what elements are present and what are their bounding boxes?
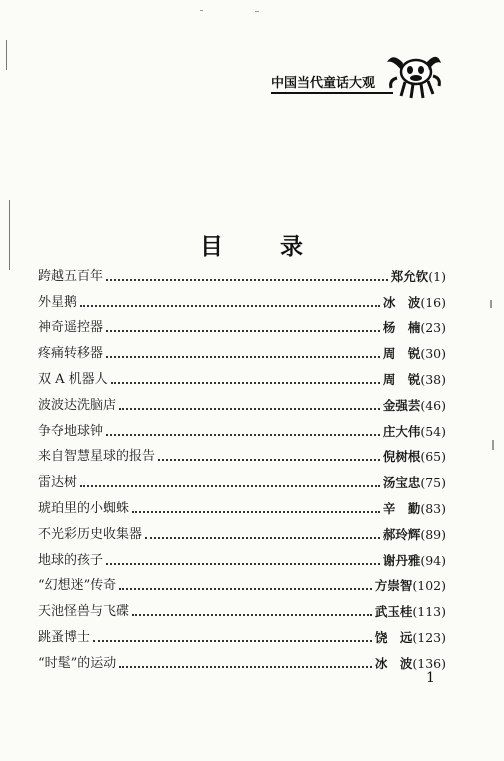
toc-entry-author: 方崇智: [374, 578, 413, 594]
toc-entry: [38, 367, 446, 393]
series-title: 中国当代童话大观: [271, 76, 376, 91]
scan-speck: [255, 11, 259, 12]
toc-entry-title: 来自智慧星球的报告: [38, 449, 156, 465]
toc-entry: [38, 470, 446, 496]
dot-leader: [80, 305, 380, 307]
toc-entry-page: (89): [420, 526, 446, 542]
toc-entry-page: (113): [412, 604, 446, 620]
toc-entry-author: 武玉桂: [374, 604, 413, 620]
toc-entry-title: 地球的孩子: [38, 552, 104, 568]
toc-entry-page: (16): [420, 294, 446, 310]
toc-entry-title: 琥珀里的小蜘蛛: [38, 501, 130, 517]
dot-leader: [106, 434, 380, 436]
scan-edge-mark: [6, 40, 7, 70]
toc-entry-author: 饶 远: [374, 630, 413, 646]
toc-entry: [38, 290, 446, 316]
toc-entry-author: 汤宝忠: [382, 475, 421, 491]
dot-leader: [106, 563, 380, 565]
toc-entry-author: 冰 波: [374, 655, 413, 671]
toc-entry: [38, 548, 446, 574]
toc-entry-author: 周 锐: [382, 372, 421, 388]
toc-entry-author: 金强芸: [382, 397, 421, 413]
toc-entry-page: (1): [428, 268, 446, 284]
dot-leader: [119, 588, 372, 590]
toc-entry: [38, 574, 446, 600]
toc-title: 目录: [200, 233, 360, 260]
toc-entry-author: 倪树根: [382, 449, 421, 465]
dot-leader: [119, 666, 372, 668]
toc-entry: [38, 393, 446, 419]
series-title-underline: [271, 92, 393, 94]
toc-entry-page: (38): [420, 372, 446, 388]
toc-entry-title: 神奇遥控器: [38, 320, 104, 336]
toc-entry: [38, 496, 446, 522]
toc-entry-page: (83): [420, 501, 446, 517]
table-of-contents: [38, 264, 446, 677]
toc-entry-title: 疼痛转移器: [38, 346, 104, 362]
toc-entry-page: (102): [412, 578, 446, 594]
page-number: 1: [426, 670, 435, 686]
toc-entry-title: 波波达洗脑店: [38, 397, 117, 413]
toc-entry-title: 跨越五百年: [38, 268, 104, 284]
scan-speck: [492, 440, 494, 450]
dot-leader: [93, 640, 372, 642]
toc-entry-author: 周 锐: [382, 346, 421, 362]
dot-leader: [80, 485, 380, 487]
dot-leader: [106, 330, 380, 332]
toc-entry-title: 双 A 机器人: [38, 372, 108, 388]
scan-speck: [490, 300, 492, 308]
toc-entry: [38, 264, 446, 290]
toc-entry: [38, 522, 446, 548]
toc-entry: [38, 341, 446, 367]
toc-entry-page: (123): [412, 630, 446, 646]
toc-entry-title: “时髦”的运动: [38, 655, 117, 671]
scan-speck: [200, 10, 203, 11]
toc-entry-title: 雷达树: [38, 475, 78, 491]
toc-entry: [38, 316, 446, 342]
dot-leader: [158, 459, 380, 461]
toc-entry-page: (46): [420, 397, 446, 413]
toc-entry-page: (75): [420, 475, 446, 491]
toc-entry: [38, 625, 446, 651]
dot-leader: [106, 356, 380, 358]
toc-entry-title: 不光彩历史收集器: [38, 526, 143, 542]
toc-entry-page: (54): [420, 423, 446, 439]
toc-entry-title: 外星鹅: [38, 294, 78, 310]
toc-entry-author: 冰 波: [382, 294, 421, 310]
toc-entry-page: (94): [420, 552, 446, 568]
toc-entry-author: 郑允钦: [390, 268, 429, 284]
dot-leader: [111, 382, 380, 384]
toc-entry-author: 庄大伟: [382, 423, 421, 439]
dot-leader: [145, 537, 380, 539]
toc-entry-author: 辛 勤: [382, 501, 421, 517]
toc-entry-title: 争夺地球钟: [38, 423, 104, 439]
toc-entry: [38, 445, 446, 471]
toc-entry: [38, 599, 446, 625]
toc-entry-title: “幻想迷”传奇: [38, 578, 117, 594]
toc-entry-page: (136): [412, 655, 446, 671]
toc-entry: [38, 419, 446, 445]
toc-entry-title: 天池怪兽与飞碟: [38, 604, 130, 620]
toc-entry-page: (30): [420, 346, 446, 362]
cartoon-mascot-logo: [383, 48, 443, 100]
toc-entry-title: 跳蚤博士: [38, 630, 91, 646]
toc-entry-page: (23): [420, 320, 446, 336]
dot-leader: [106, 279, 388, 281]
toc-entry: [38, 651, 446, 677]
toc-entry-page: (65): [420, 449, 446, 465]
scan-edge-mark: [9, 200, 10, 270]
dot-leader: [119, 408, 380, 410]
toc-entry-author: 杨 楠: [382, 320, 421, 336]
dot-leader: [132, 614, 372, 616]
toc-entry-author: 郝玲辉: [382, 526, 421, 542]
toc-entry-author: 谢丹雅: [382, 552, 421, 568]
dot-leader: [132, 511, 380, 513]
